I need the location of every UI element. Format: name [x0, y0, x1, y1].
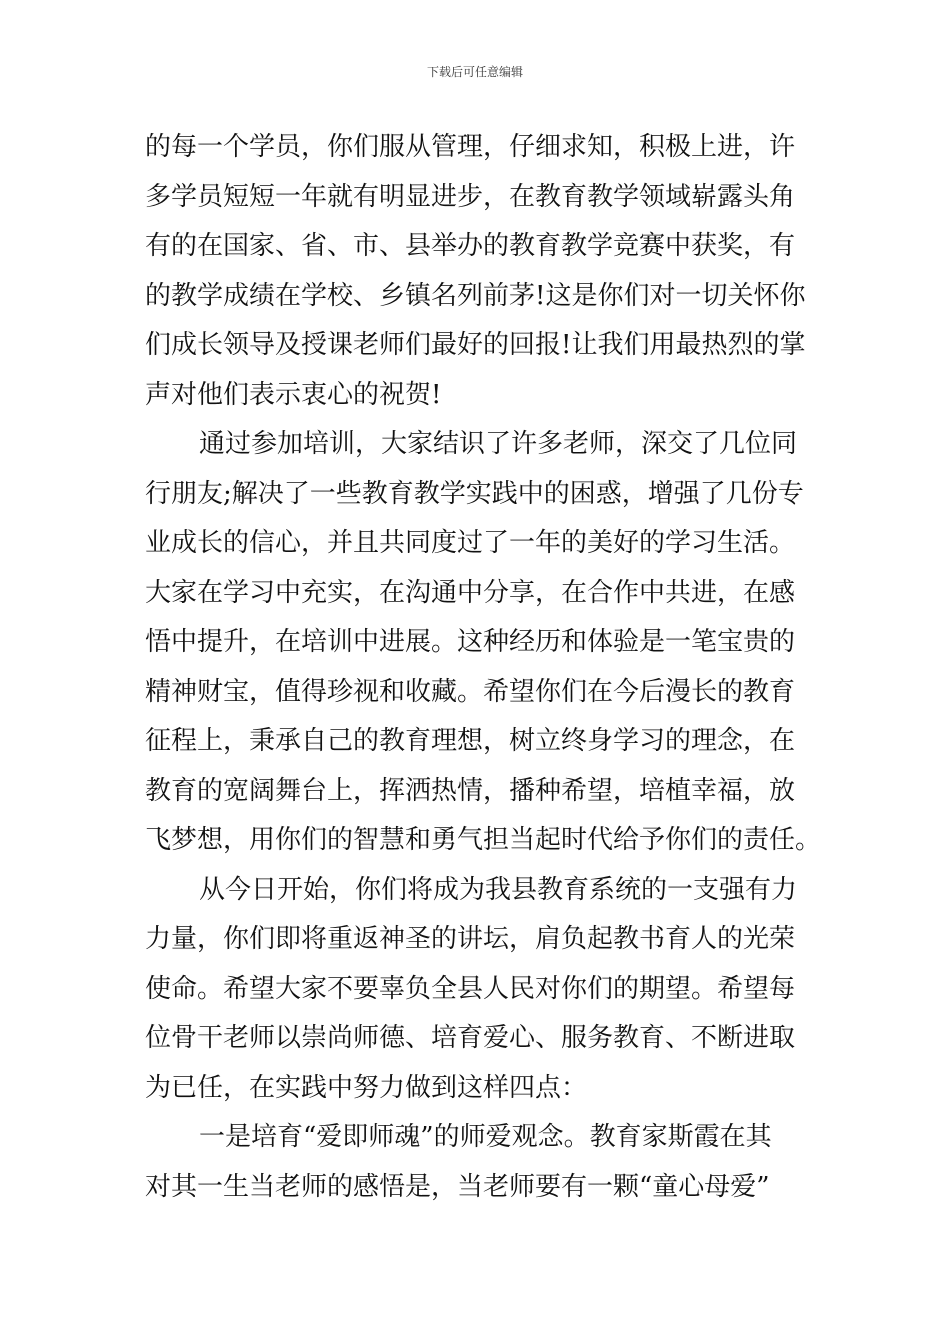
page-header: 下载后可任意编辑 [426, 65, 523, 79]
text-line: 业成长的信心，并且共同度过了一年的美好的学习生活。 [145, 528, 796, 558]
text-line: 声对他们表示衷心的祝贺! [145, 379, 442, 410]
text-line: 位骨干老师以崇尚师德、培育爱心、服务教育、不断进取 [145, 1023, 796, 1053]
text-line: 有的在国家、省、市、县举办的教育教学竞赛中获奖，有 [145, 231, 796, 261]
document-body [145, 123, 822, 1212]
text-line: 悟中提升，在培训中进展。这种经历和体验是一笔宝贵的 [145, 627, 796, 657]
text-line: 大家在学习中充实，在沟通中分享，在合作中共进，在感 [145, 577, 796, 608]
text-line: 使命。希望大家不要辜负全县人民对你们的期望。希望每 [145, 973, 796, 1004]
text-line: 的教学成绩在学校、乡镇名列前茅!这是你们对一切关怀你 [145, 280, 806, 311]
text-line: 的每一个学员，你们服从管理，仔细求知，积极上进，许 [145, 132, 796, 162]
paragraph-start-line: 一是培育“爱即师魂”的师爱观念。教育家斯霞在其 [199, 1122, 772, 1152]
text-line: 多学员短短一年就有明显进步，在教育教学领域崭露头角 [145, 181, 796, 212]
text-line: 教育的宽阔舞台上，挥洒热情，播种希望，培植幸福，放 [145, 775, 796, 806]
text-line: 力量，你们即将重返神圣的讲坛，肩负起教书育人的光荣 [145, 924, 796, 954]
paragraph-start-line: 通过参加培训，大家结识了许多老师，深交了几位同 [199, 429, 798, 459]
text-line: 征程上，秉承自己的教育理想，树立终身学习的理念，在 [145, 726, 796, 756]
text-line: 对其一生当老师的感悟是，当老师要有一颗“童心母爱” [145, 1171, 770, 1202]
text-line: 行朋友;解决了一些教育教学实践中的困惑，增强了几份专 [145, 478, 804, 509]
text-line: 飞梦想，用你们的智慧和勇气担当起时代给予你们的责任。 [145, 825, 822, 855]
text-line: 精神财宝，值得珍视和收藏。希望你们在今后漫长的教育 [145, 676, 796, 707]
paragraph-start-line: 从今日开始，你们将成为我县教育系统的一支强有力 [199, 874, 798, 905]
text-line: 为已任，在实践中努力做到这样四点： [145, 1072, 588, 1103]
text-line: 们成长领导及授课老师们最好的回报!让我们用最热烈的掌 [145, 330, 806, 360]
